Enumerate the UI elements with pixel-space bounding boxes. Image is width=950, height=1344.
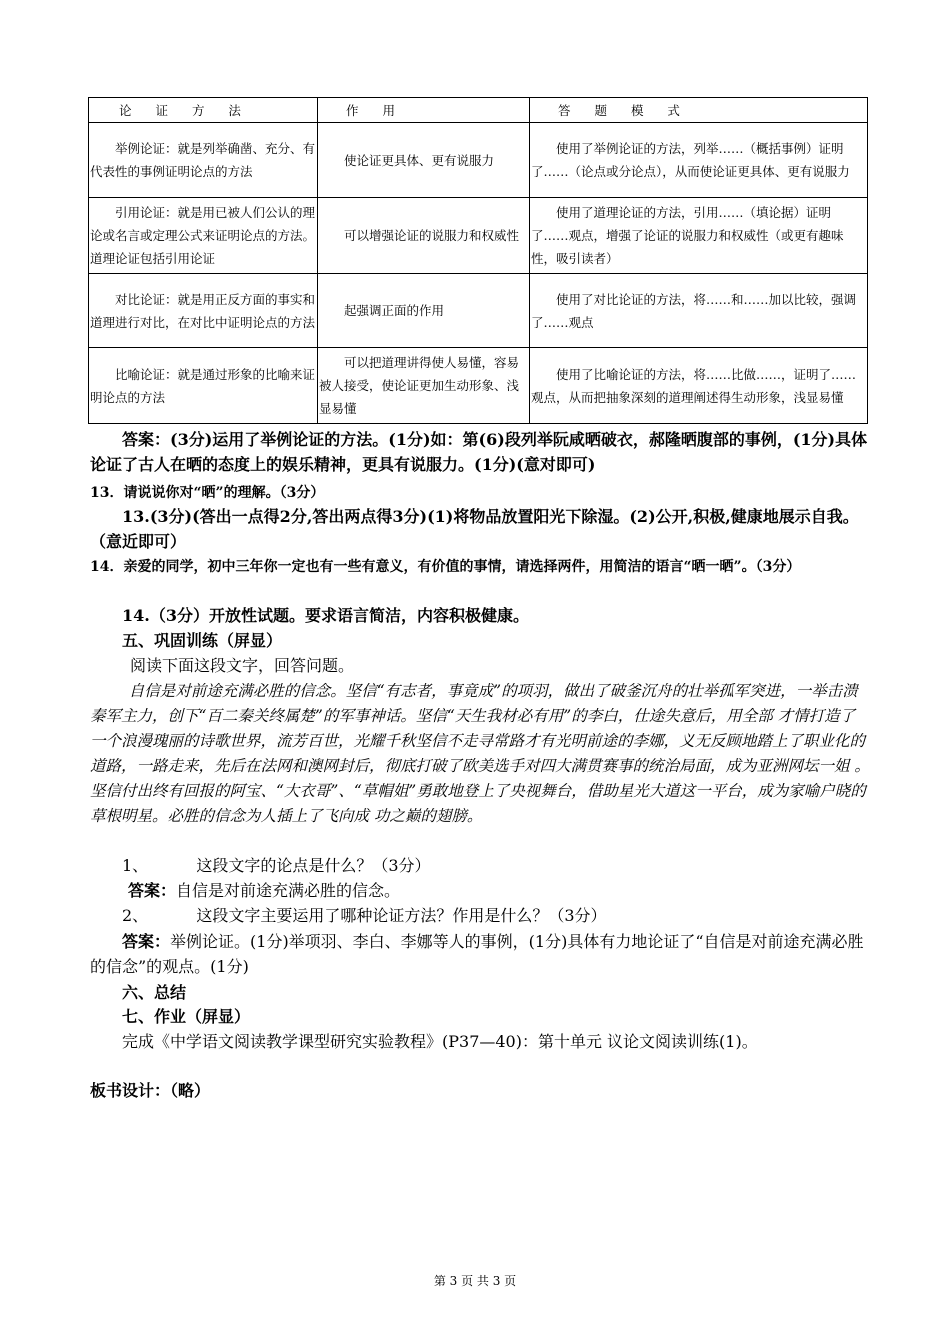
cell-method: 比喻论证：就是通过形象的比喻来证明论点的方法 xyxy=(89,348,318,424)
answer-13: 13.(3分)(答出一点得2分,答出两点得3分)(1)将物品放置阳光下除湿。(2)公开,积极,健康地展示自我。（意近即可） xyxy=(90,507,859,551)
sub-answer-2 xyxy=(90,929,870,979)
table-row xyxy=(89,348,868,424)
sub-question-2-number: 2、 xyxy=(122,906,149,925)
table-row xyxy=(89,198,868,274)
answer-14: 14.（3分）开放性试题。要求语言简洁，内容积极健康。 xyxy=(122,606,529,625)
cell-pattern: 使用了比喻论证的方法，将……比做……，证明了……观点，从而把抽象深刻的道理阐述得生动形象，浅显易懂 xyxy=(530,348,868,424)
sub-answer-1 xyxy=(128,878,870,903)
reading-passage: 自信是对前途充满必胜的信念。坚信“有志者，事竟成”的项羽，做出了破釜沉舟的壮举孤军突进，一举击溃秦军主力，创下“百二秦关终属楚”的军事神话。坚信“天生我材必有用”的李白，仕途失意后，用全部 才情打造了一个浪漫瑰丽的诗歌世界，流芳百世，光耀千秋坚信不走寻常路才有光明前途的李娜，义无反顾地踏上了职业化的道路，一路走来，先后在法网和澳网封后，彻底打破了欧美选手对四大满贯赛事的统治局面，成为亚洲网坛一姐 。坚信付出终有回报的阿宝、“大衣哥”、“草帽姐”勇敢地登上了央视舞台，借助星光大道这一平台，成为家喻户晓的草根明星。必胜的信念为人插上了飞向成 功之巅的翅膀。 xyxy=(90,682,870,825)
answer-12: 答案：(3分)运用了举例论证的方法。(1分)如：第(6)段列举阮咸晒破衣，郝隆晒腹部的事例，(1分)具体论证了古人在晒的态度上的娱乐精神，更具有说服力。(1分)(意对即可) xyxy=(90,430,868,474)
reading-prompt: 阅读下面这段文字，回答问题。 xyxy=(130,656,355,675)
question-14: 14．亲爱的同学，初中三年你一定也有一些有意义，有价值的事情，请选择两件，用简洁的语言“晒一晒”。（3分） xyxy=(90,559,801,575)
header-pattern: 答 题 模 式 xyxy=(530,98,868,123)
cell-pattern: 使用了对比论证的方法，将……和……加以比较，强调了……观点 xyxy=(530,274,868,348)
section-5-heading: 五、巩固训练（屏显） xyxy=(122,631,283,650)
sub-answer-2-text: 举例论证。(1分)举项羽、李白、李娜等人的事例，(1分)具体有力地论证了“自信是对前途充满必胜的信念”的观点。(1分) xyxy=(90,932,864,976)
cell-pattern: 使用了举例论证的方法，列举……（概括事例）证明了……（论点或分论点），从而使论证更具体、更有说服力 xyxy=(530,123,868,198)
cell-method: 引用论证：就是用已被人们公认的理论或名言或定理公式来证明论点的方法。道理论证包括引用论证 xyxy=(89,198,318,274)
cell-method: 举例论证：就是列举确凿、充分、有代表性的事例证明论点的方法 xyxy=(89,123,318,198)
sub-answer-1-label: 答案： xyxy=(128,881,177,900)
table-row xyxy=(89,274,868,348)
section-7-heading: 七、作业（屏显） xyxy=(122,1007,251,1026)
sub-question-1-number: 1、 xyxy=(122,856,149,875)
board-design: 板书设计：（略） xyxy=(90,1081,211,1100)
cell-pattern: 使用了道理论证的方法，引用……（填论据）证明了……观点，增强了论证的说服力和权威性（或更有趣味性，吸引读者） xyxy=(530,198,868,274)
section-6-heading: 六、总结 xyxy=(122,983,187,1002)
table-row xyxy=(89,123,868,198)
page-footer: 第 3 页 共 3 页 xyxy=(433,1274,517,1288)
header-method: 论 证 方 法 xyxy=(89,98,318,123)
sub-answer-1-text: 自信是对前途充满必胜的信念。 xyxy=(176,881,401,900)
sub-question-2-text: 这段文字主要运用了哪种论证方法？作用是什么？（3分） xyxy=(196,906,607,925)
cell-effect: 可以增强论证的说服力和权威性 xyxy=(318,198,530,274)
sub-question-2 xyxy=(122,903,870,928)
question-13: 13．请说说你对“晒”的理解。（3分） xyxy=(90,485,325,501)
table-header-row xyxy=(89,98,868,123)
cell-method: 对比论证：就是用正反方面的事实和道理进行对比，在对比中证明论点的方法 xyxy=(89,274,318,348)
header-effect: 作 用 xyxy=(318,98,530,123)
sub-question-1 xyxy=(122,853,870,878)
argument-methods-table xyxy=(88,97,868,424)
cell-effect: 起强调正面的作用 xyxy=(318,274,530,348)
sub-question-1-text: 这段文字的论点是什么？（3分） xyxy=(196,856,431,875)
cell-effect: 使论证更具体、更有说服力 xyxy=(318,123,530,198)
homework-text: 完成《中学语文阅读教学课型研究实验教程》(P37—40)：第十单元 议论文阅读训练(1)。 xyxy=(122,1032,758,1051)
sub-answer-2-label: 答案： xyxy=(122,932,171,951)
cell-effect: 可以把道理讲得使人易懂，容易被人接受，使论证更加生动形象、浅显易懂 xyxy=(318,348,530,424)
